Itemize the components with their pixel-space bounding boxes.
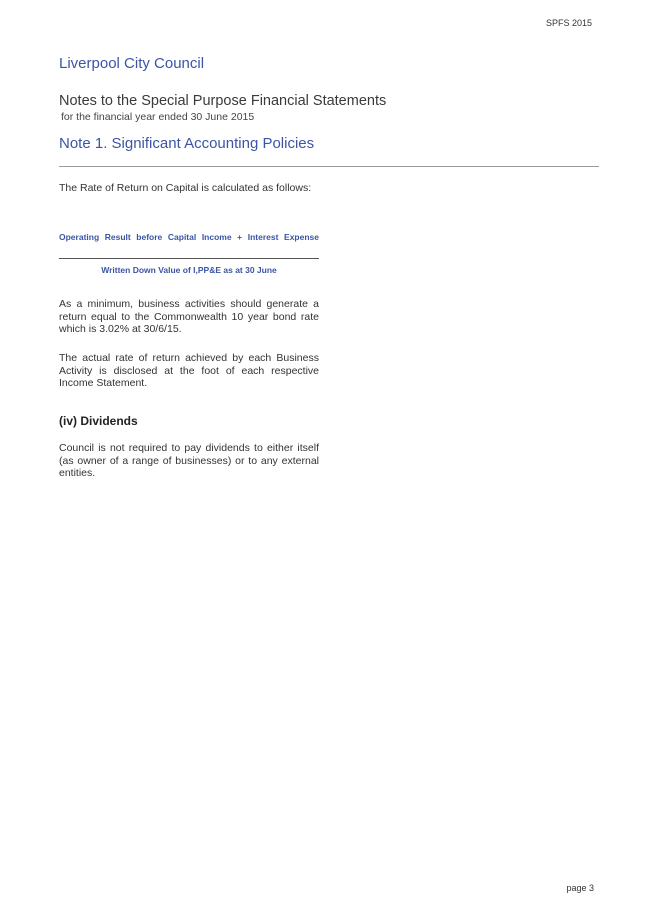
- note-heading: Note 1. Significant Accounting Policies: [59, 135, 315, 152]
- formula-denominator: Written Down Value of I,PP&E as at 30 June: [101, 265, 277, 275]
- council-name: Liverpool City Council: [59, 55, 205, 72]
- dividends-heading: (iv) Dividends: [59, 414, 138, 428]
- actual-return-paragraph: The actual rate of return achieved by each Business Activity is disclosed at the foot of each respective Income Statement.: [59, 352, 319, 389]
- document-title: Notes to the Special Purpose Financial Statements: [59, 93, 387, 109]
- section-divider: [59, 166, 599, 167]
- page-number: page 3: [566, 883, 594, 893]
- rate-intro-paragraph: The Rate of Return on Capital is calculated as follows:: [59, 182, 312, 194]
- document-code-label: SPFS 2015: [545, 18, 592, 28]
- formula-fraction-line: [59, 258, 319, 259]
- dividends-paragraph: Council is not required to pay dividends to either itself (as owner of a range of businesses) or to any external entities.: [59, 442, 319, 479]
- minimum-return-paragraph: As a minimum, business activities should generate a return equal to the Commonwealth 10 year bond rate which is 3.02% at 30/6/15.: [59, 298, 319, 335]
- document-subtitle: for the financial year ended 30 June 2015: [61, 111, 255, 123]
- formula-numerator: Operating Result before Capital Income + Interest Expense: [59, 232, 319, 242]
